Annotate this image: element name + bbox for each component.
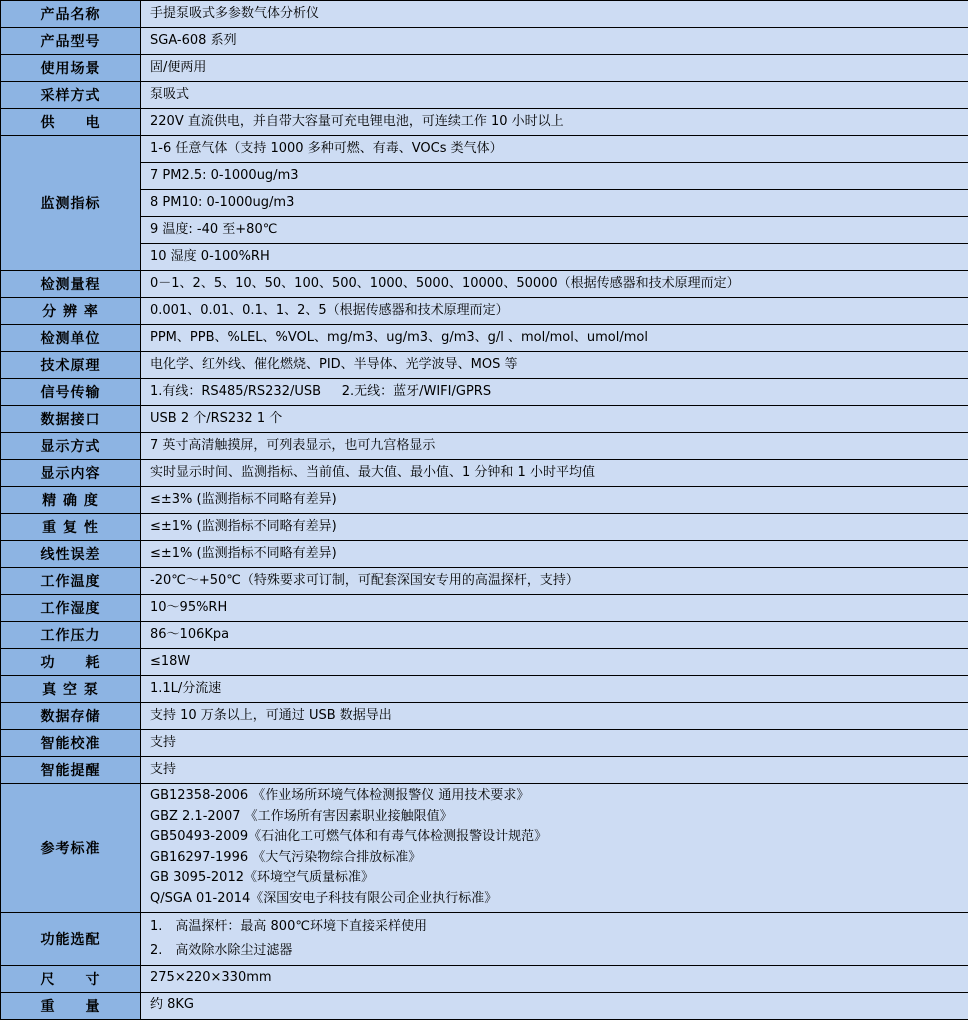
- row-label: 产品型号: [1, 28, 141, 55]
- table-row: [1, 460, 968, 487]
- value-line: Q/SGA 01-2014《深国安电子科技有限公司企业执行标准》: [150, 889, 964, 910]
- row-value: ≤±1% (监测指标不同略有差异): [141, 514, 968, 541]
- row-value: 实时显示时间、监测指标、当前值、最大值、最小值、1 分钟和 1 小时平均值: [141, 460, 968, 487]
- row-value: 220V 直流供电，并自带大容量可充电锂电池，可连续工作 10 小时以上: [141, 109, 968, 136]
- row-label: 重 复 性: [1, 514, 141, 541]
- row-label: 信号传输: [1, 379, 141, 406]
- row-label: 工作湿度: [1, 595, 141, 622]
- table-row: [1, 406, 968, 433]
- value-line: GB16297-1996 《大气污染物综合排放标准》: [150, 848, 964, 869]
- row-label: 智能提醒: [1, 757, 141, 784]
- row-value: 手提泵吸式多参数气体分析仪: [141, 1, 968, 28]
- row-value: 支持: [141, 730, 968, 757]
- row-value: PPM、PPB、%LEL、%VOL、mg/m3、ug/m3、g/m3、g/l 、mol/mol、umol/mol: [141, 325, 968, 352]
- table-row: [1, 271, 968, 298]
- value-line: GBZ 2.1-2007 《工作场所有害因素职业接触限值》: [150, 807, 964, 828]
- row-label: 产品名称: [1, 1, 141, 28]
- row-label: 供 电: [1, 109, 141, 136]
- table-row: [1, 912, 968, 965]
- row-label: 精 确 度: [1, 487, 141, 514]
- row-value: 0.001、0.01、0.1、1、2、5（根据传感器和技术原理而定）: [141, 298, 968, 325]
- row-value: ≤±1% (监测指标不同略有差异): [141, 541, 968, 568]
- table-row: [1, 595, 968, 622]
- table-row: [1, 757, 968, 784]
- row-value: 1.1L/分流速: [141, 676, 968, 703]
- row-value: 1-6 任意气体（支持 1000 多种可燃、有毒、VOCs 类气体）: [141, 136, 968, 163]
- value-line: GB50493-2009《石油化工可燃气体和有毒气体检测报警设计规范》: [150, 827, 964, 848]
- row-label: 重 量: [1, 992, 141, 1019]
- table-row: [1, 217, 968, 244]
- row-value: 7 PM2.5: 0-1000ug/m3: [141, 163, 968, 190]
- row-label: 使用场景: [1, 55, 141, 82]
- table-row: [1, 676, 968, 703]
- row-value: ≤±3% (监测指标不同略有差异): [141, 487, 968, 514]
- table-row: [1, 352, 968, 379]
- table-row: [1, 190, 968, 217]
- row-value: [141, 912, 968, 965]
- row-label: 真 空 泵: [1, 676, 141, 703]
- table-row: [1, 622, 968, 649]
- row-label: 线性误差: [1, 541, 141, 568]
- row-value: 支持 10 万条以上，可通过 USB 数据导出: [141, 703, 968, 730]
- value-line: GB12358-2006 《作业场所环境气体检测报警仪 通用技术要求》: [150, 786, 964, 807]
- value-line: GB 3095-2012《环境空气质量标准》: [150, 868, 964, 889]
- row-value: 10～95%RH: [141, 595, 968, 622]
- row-label: 监测指标: [1, 136, 141, 271]
- row-value: 1.有线：RS485/RS232/USB 2.无线：蓝牙/WIFI/GPRS: [141, 379, 968, 406]
- row-value: SGA-608 系列: [141, 28, 968, 55]
- table-row: [1, 298, 968, 325]
- table-row: [1, 28, 968, 55]
- table-row: [1, 992, 968, 1019]
- row-value: 0－1、2、5、10、50、100、500、1000、5000、10000、50000（根据传感器和技术原理而定）: [141, 271, 968, 298]
- row-value: [141, 784, 968, 913]
- row-label: 采样方式: [1, 82, 141, 109]
- row-value: -20℃～+50℃（特殊要求可订制，可配套深国安专用的高温探杆，支持）: [141, 568, 968, 595]
- row-value: 固/便两用: [141, 55, 968, 82]
- table-row: [1, 136, 968, 163]
- table-row: [1, 514, 968, 541]
- table-row: [1, 487, 968, 514]
- row-label: 数据接口: [1, 406, 141, 433]
- row-value: 7 英寸高清触摸屏，可列表显示，也可九宫格显示: [141, 433, 968, 460]
- row-label: 参考标准: [1, 784, 141, 913]
- table-row: [1, 82, 968, 109]
- value-line: 1. 高温探杆：最高 800℃环境下直接采样使用: [150, 915, 964, 939]
- table-row: [1, 55, 968, 82]
- row-label: 工作温度: [1, 568, 141, 595]
- table-row: [1, 109, 968, 136]
- row-value: USB 2 个/RS232 1 个: [141, 406, 968, 433]
- row-value: 支持: [141, 757, 968, 784]
- row-label: 工作压力: [1, 622, 141, 649]
- table-row: [1, 568, 968, 595]
- table-row: [1, 703, 968, 730]
- row-value: 泵吸式: [141, 82, 968, 109]
- row-label: 功能选配: [1, 912, 141, 965]
- row-value: 8 PM10: 0-1000ug/m3: [141, 190, 968, 217]
- table-row: [1, 163, 968, 190]
- row-label: 检测量程: [1, 271, 141, 298]
- row-value: 10 湿度 0-100%RH: [141, 244, 968, 271]
- row-value: 86～106Kpa: [141, 622, 968, 649]
- row-value: 9 温度: -40 至+80℃: [141, 217, 968, 244]
- row-value: 275×220×330mm: [141, 965, 968, 992]
- row-label: 尺 寸: [1, 965, 141, 992]
- row-label: 分 辨 率: [1, 298, 141, 325]
- row-label: 技术原理: [1, 352, 141, 379]
- row-label: 功 耗: [1, 649, 141, 676]
- table-row: [1, 730, 968, 757]
- value-line: 2. 高效除水除尘过滤器: [150, 939, 964, 963]
- row-label: 检测单位: [1, 325, 141, 352]
- table-row: [1, 379, 968, 406]
- table-row: [1, 1, 968, 28]
- table-row: [1, 325, 968, 352]
- row-value: 约 8KG: [141, 992, 968, 1019]
- table-row: [1, 649, 968, 676]
- row-value: 电化学、红外线、催化燃烧、PID、半导体、光学波导、MOS 等: [141, 352, 968, 379]
- table-row: [1, 244, 968, 271]
- row-label: 数据存储: [1, 703, 141, 730]
- table-row: [1, 433, 968, 460]
- row-label: 智能校准: [1, 730, 141, 757]
- table-row: [1, 541, 968, 568]
- row-label: 显示方式: [1, 433, 141, 460]
- spec-table-body: [1, 1, 968, 1020]
- table-row: [1, 784, 968, 913]
- row-label: 显示内容: [1, 460, 141, 487]
- table-row: [1, 965, 968, 992]
- row-value: ≤18W: [141, 649, 968, 676]
